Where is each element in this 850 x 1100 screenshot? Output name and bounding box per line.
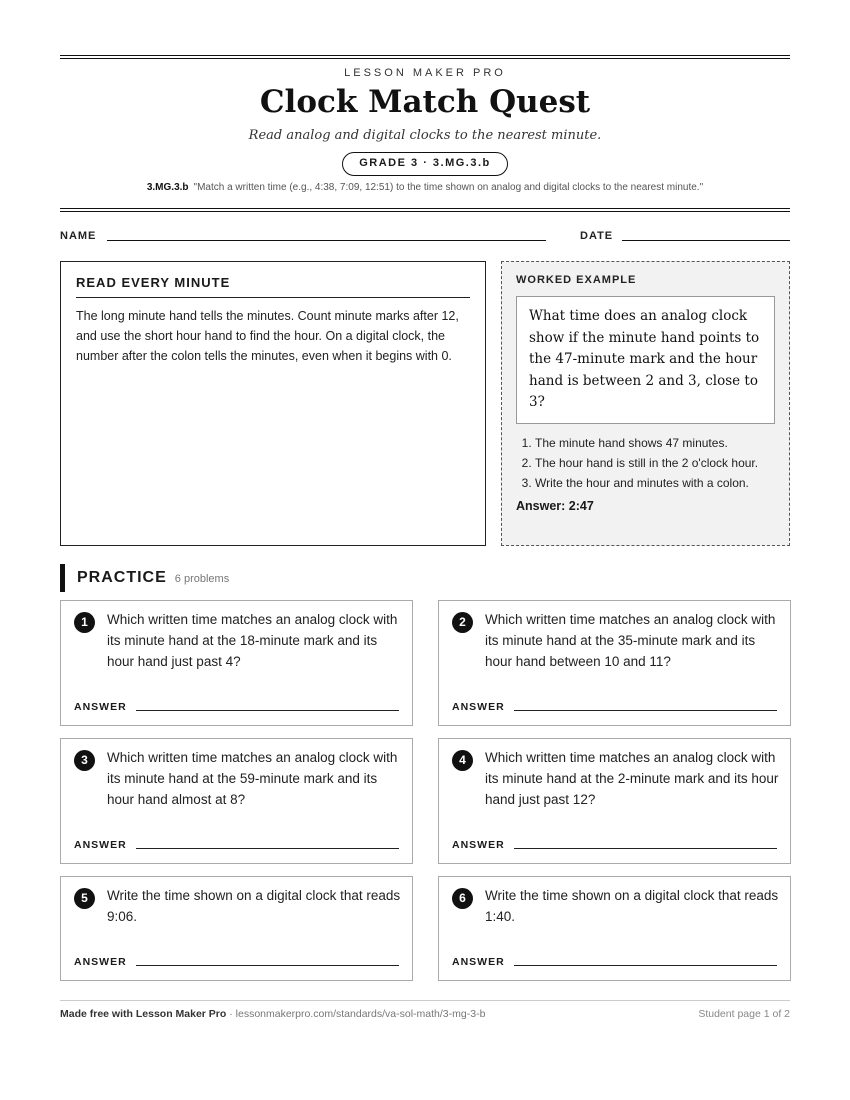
- footer-credit: [60, 1008, 485, 1020]
- practice-count: 6 problems: [174, 573, 230, 585]
- problem-number-badge: 5: [74, 888, 95, 909]
- problem-card-6: [438, 876, 791, 981]
- problem-number-badge: 4: [452, 750, 473, 771]
- date-field[interactable]: [622, 240, 790, 241]
- practice-title: PRACTICE: [77, 569, 167, 586]
- name-field[interactable]: [107, 240, 546, 241]
- problem-card-5: [60, 876, 413, 981]
- problem-card-1: [60, 600, 413, 726]
- worked-step: 1. The minute hand shows 47 minutes.: [535, 433, 775, 453]
- answer-field[interactable]: [514, 965, 777, 966]
- worked-step: 3. Write the hour and minutes with a colon.: [535, 473, 775, 493]
- answer-label: ANSWER: [452, 839, 505, 851]
- problem-card-2: [438, 600, 791, 726]
- problem-text: Which written time matches an analog clock with its minute hand at the 35-minute mark and its hour hand between 10 and 11?: [485, 612, 776, 669]
- answer-label: ANSWER: [452, 701, 505, 713]
- practice-heading: [60, 564, 229, 592]
- worked-example-question: What time does an analog clock show if the minute hand points to the 47-minute mark and the hour hand is between 2 and 3, close to 3?: [516, 296, 775, 424]
- answer-field[interactable]: [514, 848, 777, 849]
- problem-text: Write the time shown on a digital clock that reads 1:40.: [485, 888, 779, 924]
- grade-badge: GRADE 3 · 3.MG.3.b: [342, 152, 508, 176]
- footer-rule: [60, 1000, 790, 1001]
- standard-text: "Match a written time (e.g., 4:38, 7:09, 12:51) to the time shown on analog and digital clocks to the nearest minute.": [193, 182, 704, 193]
- footer-url: · lessonmakerpro.com/standards/va-sol-math/3-mg-3-b: [226, 1008, 486, 1020]
- footer-page-number: Student page 1 of 2: [698, 1008, 790, 1020]
- name-label: NAME: [60, 230, 97, 242]
- problem-text: Which written time matches an analog clock with its minute hand at the 2-minute mark and its hour hand just past 12?: [485, 750, 779, 807]
- problem-number-badge: 2: [452, 612, 473, 633]
- answer-label: ANSWER: [452, 956, 505, 968]
- problem-text: Which written time matches an analog clock with its minute hand at the 18-minute mark and its hour hand just past 4?: [107, 612, 398, 669]
- problem-number-badge: 3: [74, 750, 95, 771]
- worked-example-answer: Answer: 2:47: [516, 498, 594, 513]
- problem-number-badge: 1: [74, 612, 95, 633]
- answer-field[interactable]: [136, 965, 399, 966]
- answer-field[interactable]: [514, 710, 777, 711]
- answer-label: ANSWER: [74, 956, 127, 968]
- problem-text: Write the time shown on a digital clock that reads 9:06.: [107, 888, 401, 924]
- read-box-title: READ EVERY MINUTE: [76, 275, 470, 298]
- top-double-rule: [60, 55, 790, 59]
- read-box-body: The long minute hand tells the minutes. Count minute marks after 12, and use the short hour hand to find the hour. On a digital clock, the number after the colon tells the minutes, even when it begins with 0.: [76, 309, 459, 363]
- standard-code: 3.MG.3.b: [146, 182, 189, 193]
- footer-made-with: Made free with Lesson Maker Pro: [60, 1008, 227, 1020]
- worked-example-box: [501, 261, 790, 546]
- read-every-minute-box: [60, 261, 486, 546]
- problem-text: Which written time matches an analog clock with its minute hand at the 59-minute mark and its hour hand almost at 8?: [107, 750, 398, 807]
- worksheet-title: Clock Match Quest: [259, 84, 591, 120]
- answer-label: ANSWER: [74, 701, 127, 713]
- worked-step: 2. The hour hand is still in the 2 o'clock hour.: [535, 453, 775, 473]
- problem-card-3: [60, 738, 413, 864]
- answer-label: ANSWER: [74, 839, 127, 851]
- problem-number-badge: 6: [452, 888, 473, 909]
- standard-description: [60, 182, 790, 193]
- header-bottom-double-rule: [60, 208, 790, 212]
- brand-label: LESSON MAKER PRO: [344, 67, 506, 79]
- worked-example-steps: [516, 433, 775, 493]
- worked-example-title: WORKED EXAMPLE: [516, 274, 637, 286]
- worksheet-page: [60, 0, 790, 1100]
- worksheet-subtitle: Read analog and digital clocks to the nearest minute.: [248, 128, 602, 143]
- answer-field[interactable]: [136, 848, 399, 849]
- answer-field[interactable]: [136, 710, 399, 711]
- date-label: DATE: [580, 230, 614, 242]
- problem-card-4: [438, 738, 791, 864]
